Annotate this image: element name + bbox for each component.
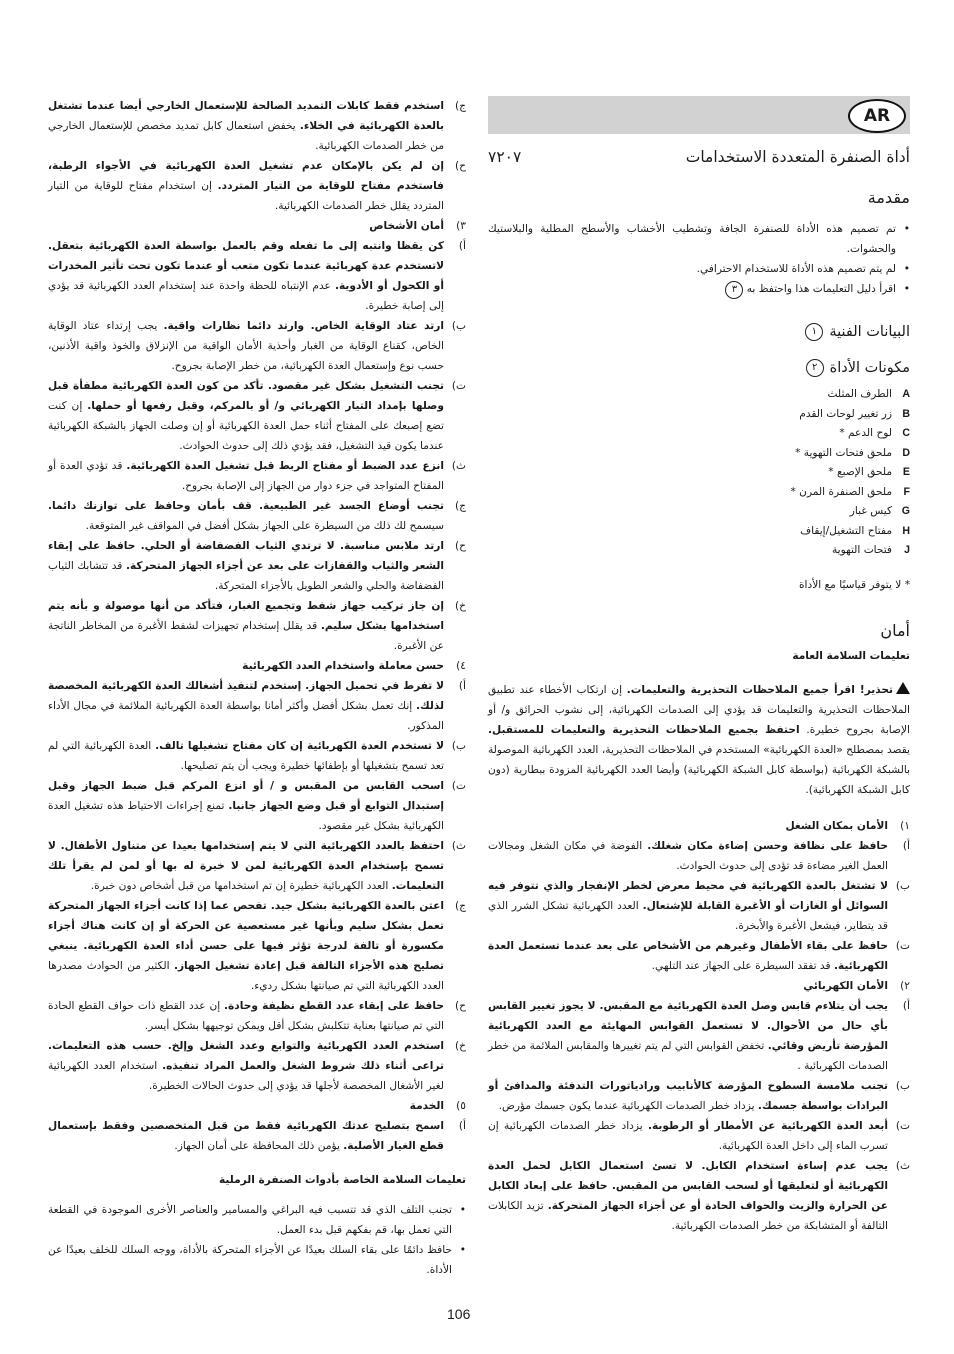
section-heading: ٢) الأمان الكهربائي bbox=[803, 979, 910, 992]
figure-ref: ١ bbox=[805, 323, 823, 341]
list-item: • اقرأ دليل التعليمات هذا واحتفظ به ٣ bbox=[488, 279, 896, 299]
footnote: * لا يتوفر قياسيًا مع الأداة bbox=[798, 578, 910, 591]
right-column bbox=[488, 96, 910, 1236]
list-item: ب) ارتد عتاد الوقاية الخاص. وارتد دائما نظارات واقية. يجب إرتداء عتاد الوقاية الخاص، كقناع الوقاية من الغبار وأحذية الأمان الواقية من الإنزلاق والخوذ واقية الأذنين، حسب نوع وإستعمال العدة الكهربائية، من خطر الإصابة بجروح. bbox=[48, 320, 466, 372]
list-item: ج) اعتن بالعدة الكهربائية بشكل جيد. تفحص عما إذا كانت أجزاء الجهاز المتحركة تعمل بشكل سليم وبأنها غير مستعصية عن الحركة أو إن كانت هناك أجزاء مكسورة أو تالفة لدرجة تؤثر فيها على حسن أداء العدة الكهربائية. ينبغي تصليح هذه الأجزاء التالفة قبل إعادة تشغيل الجهاز. الكثير من الحوادث مصدرها العدد الكهربائية التي تم صيانتها بشكل رديء. bbox=[48, 900, 466, 992]
section-heading: ٥) الخدمة bbox=[409, 1100, 466, 1112]
list-item: أ) يجب أن يتلاءم قابس وصل العدة الكهربائية مع المقبس. لا يجوز تغيير القابس بأي حال من الأحوال. لا تستعمل القوابس المهايئة مع العدد الكهربائية المؤرضة تأريض وقائي. تخفض القوابس التي لم يتم تغييرها والمقابس الملائمة من خطر الصدمات الكهربائية . bbox=[488, 999, 910, 1072]
list-item: Bزر تغيير لوحات القدم bbox=[799, 407, 910, 420]
components-heading: مكونات الأداة ٢ bbox=[488, 359, 910, 377]
list-item: أ) لا تفرط في تحميل الجهاز. إستخدم لتنفيذ أشغالك العدة الكهربائية المخصصة لذلك. إنك تعمل بشكل أفضل وأكثر أمانا بواسطة العدة الكهربائية الملائمة في مجال الأداء المذكور. bbox=[48, 680, 466, 732]
list-item: Jفتحات التهوية bbox=[831, 544, 910, 556]
sander-heading: تعليمات السلامة الخاصة بأدوات الصنفرة الرملية bbox=[219, 1174, 466, 1186]
section-heading: ٣) أمان الأشخاص bbox=[369, 220, 466, 232]
tech-heading: البيانات الفنية ١ bbox=[488, 323, 910, 341]
list-item: ث) انزع عدد الضبط أو مفتاح الربط قبل تشغيل العدة الكهربائية. قد تؤدي العدة أو المفتاح المتواجد في جزء دوار من الجهاز إلى الإصابة بجروح. bbox=[48, 460, 466, 492]
list-item: Gكيس غبار bbox=[849, 505, 910, 517]
list-item: أ) اسمح بتصليح عدتك الكهربائية فقط من قبل المتخصصين وفقط بإستعمال قطع الغيار الأصلية. يؤمن ذلك المحافظة على أمان الجهاز. bbox=[48, 1120, 466, 1152]
list-item: Aالطرف المثلث bbox=[827, 388, 910, 400]
list-item: ت) اسحب القابس من المقبس و / أو انزع المركم قبل ضبط الجهاز وقبل إستبدال التوابع أو قبل وضع الجهاز جانبا. تمنع إجراءات الاحتياط هذه تشغيل العدة الكهربائية بشكل غير مقصود. bbox=[48, 780, 466, 832]
section-heading: ٤) حسن معاملة واستخدام العدد الكهربائية bbox=[242, 660, 466, 672]
list-item: Hمفتاح التشغيل/إيقاف bbox=[800, 524, 910, 537]
intro-list bbox=[488, 219, 910, 299]
page-number: 106 bbox=[447, 1306, 471, 1322]
list-item: • تم تصميم هذه الأداة للصنفرة الجافة وتشطيب الأخشاب والأسطح المطلية والبلاستيك والحشوات. bbox=[488, 219, 896, 259]
intro-heading: مقدمة bbox=[867, 188, 910, 207]
list-item: Fملحق الصنفرة المرن * bbox=[790, 485, 910, 498]
section-heading: ١) الأمان بمكان الشغل bbox=[785, 819, 910, 832]
model-number: ٧٢٠٧ bbox=[488, 148, 522, 166]
parts-list bbox=[488, 385, 910, 561]
list-item: ب) تجنب ملامسة السطوح المؤرضة كالأنابيب ورادياتورات التدفئة والمدافئ أو البرادات بواسطة جسمك. يزداد خطر الصدمات الكهربائية عندما يكون جسمك مؤرض. bbox=[488, 1079, 910, 1112]
sander-list bbox=[48, 1200, 466, 1280]
list-item: ب) لا تستخدم العدة الكهربائية إن كان مفتاح تشغيلها تالف. العدة الكهربائية التي لم تعد تسمح بتشغيلها أو بإطفائها خطيرة ويجب أن يتم تصليحها. bbox=[48, 740, 466, 772]
list-item: ب) لا تشتغل بالعدة الكهربائية في محيط معرض لخطر الإنفجار والذي تتوفر فيه السوائل أو الغازات أو الأغبرة القابلة للإشتعال. العدد الكهربائية تشكل الشرر الذي قد يتطاير، فيشعل الأغبرة والأبخرة. bbox=[488, 879, 910, 932]
header-bar bbox=[488, 96, 910, 134]
list-item: أ) كن يقظا وانتبه إلى ما تفعله وقم بالعمل بواسطة العدة الكهربائية بتعقل. لاتستخدم عدة كهربائية عندما تكون متعب أو عندما تكون تحت تأثير المخدرات أو الكحول أو الأدوية. عدم الإنتباه للحظة واحدة عند إستخدام العدد الكهربائية قد يؤدي إلى إصابة خطيرة. bbox=[48, 240, 466, 312]
list-item: خ) إن جاز تركيب جهاز شفط وتجميع الغبار، فتأكد من أنها موصولة و بأنه يتم استخدامها بشكل سليم. قد يقلل إستخدام تجهيزات لشفط الأغبرة من المخاطر الناتجة عن الأغبرة. bbox=[48, 600, 466, 652]
list-item: ث) يجب عدم إساءة استخدام الكابل. لا تسئ استعمال الكابل لحمل العدة الكهربائية أو لتعليقها أو لسحب القابس من المقبس. حافظ على إبعاد الكابل عن الحرارة والزيت والحواف الحادة أو عن أجزاء الجهاز المتحركة. تزيد الكابلات التالفة أو المتشابكة من خطر الصدمات الكهربائية. bbox=[488, 1159, 910, 1232]
warning-paragraph: تحذير! اقرأ جميع الملاحظات التحذيرية والتعليمات. إن ارتكاب الأخطاء عند تطبيق الملاحظات التحذيرية والتعليمات قد يؤدي إلى الصدمات الكهربائية، إلى نشوب الحرائق و/ أو الإصابة بجروح خطيرة. احتفظ بجميع الملاحظات التحذيرية والتعليمات للمستقبل. يقصد بمصطلح «العدة الكهربائية» المستخدم في الملاحظات التحذيرية، العدد الكهربائية الموصولة بالشبكة الكهربائية (بواسطة كابل الشبكة الكهربائية) وأيضا العدد الكهربائية المزودة ببطارية (دون كابل الشبكة الكهربائية). bbox=[488, 683, 910, 796]
list-item: ح) ارتد ملابس مناسبة. لا ترتدي الثياب الفضفاضة أو الحلي. حافظ على إبقاء الشعر والثياب والقفازات على بعد عن أجزاء الجهاز المتحركة. قد تتشابك الثياب الفضفاضة والحلي والشعر الطويل بالأجزاء المتحركة. bbox=[48, 540, 466, 592]
list-item: ت) أبعد العدة الكهربائية عن الأمطار أو الرطوبة. يزداد خطر الصدمات الكهربائية إن تسرب الماء إلى داخل العدة الكهربائية. bbox=[488, 1119, 910, 1152]
warning-icon bbox=[896, 682, 910, 694]
list-item: Eملحق الإصبع * bbox=[828, 466, 910, 478]
list-item: Dملحق فتحات التهوية * bbox=[795, 446, 910, 459]
figure-ref: ٢ bbox=[806, 359, 824, 377]
language-badge: AR bbox=[848, 99, 906, 133]
list-item: أ) حافظ على نظافة وحسن إضاءة مكان شغلك. الفوضة في مكان الشغل ومجالات العمل الغير مضاءة قد تؤدى إلى حدوث الحوادث. bbox=[488, 839, 910, 872]
list-item: • تجنب التلف الذي قد تتسبب فيه البراغي والمسامير والعناصر الأخرى الموجودة في القطعة التي تعمل بها، قم بفكهم قبل بدء العمل. bbox=[48, 1200, 452, 1240]
list-item: • لم يتم تصميم هذه الأداة للاستخدام الاحترافي. bbox=[488, 259, 896, 279]
left-column bbox=[48, 96, 466, 1280]
list-item: ح) إن لم يكن بالإمكان عدم تشغيل العدة الكهربائية في الأجواء الرطبة، فاستخدم مفتاح للوقاية من التيار المتردد. إن استخدام مفتاح للوقاية من التيار المتردد يقلل خطر الصدمات الكهربائية. bbox=[48, 160, 466, 212]
list-item: ث) احتفظ بالعدد الكهربائية التي لا يتم إستخدامها بعيدا عن متناول الأطفال. لا تسمح بإستخدام العدة الكهربائية لمن لا خبرة له بها أو لمن لم يقرأ تلك التعليمات. العدد الكهربائية خطيرة إن تم استخدامها من قبل أشخاص دون خبرة. bbox=[48, 840, 466, 892]
list-item: ح) حافظ على إبقاء عدد القطع نظيفة وحادة. إن عدد القطع ذات حواف القطع الحادة التي تم صيانتها بعناية تتكلبش بشكل أقل ويمكن توجيهها بشكل أيسر. bbox=[48, 1000, 466, 1032]
figure-ref: ٣ bbox=[725, 281, 743, 299]
list-item: Cلوح الدعم * bbox=[839, 427, 910, 439]
tool-title: أداة الصنفرة المتعددة الاستخدامات bbox=[685, 148, 910, 166]
list-item: • حافظ دائمًا على بقاء السلك بعيدًا عن الأجزاء المتحركة بالأداة، ووجه السلك للخلف بعيدًا عن الأداة. bbox=[48, 1240, 452, 1280]
list-item: خ) استخدم العدد الكهربائية والتوابع وعدد الشغل وإلخ. حسب هذه التعليمات. تراعى أثناء ذلك شروط الشغل والعمل المراد تنفيذه. استخدام العدد الكهربائية لغير الأشغال المخصصة لأجلها قد يؤدي إلى حدوث الحالات الخطيرة. bbox=[48, 1040, 466, 1092]
list-item: ج) استخدم فقط كابلات التمديد الصالحة للإستعمال الخارجي أيضا عندما تشتغل بالعدة الكهربائية في الخلاء. يخفض استعمال كابل تمديد مخصص للإستعمال الخارجي من خطر الصدمات الكهربائية. bbox=[48, 100, 466, 152]
list-item: ت) تجنب التشغيل بشكل غير مقصود. تأكد من كون العدة الكهربائية مطفأة قبل وصلها بإمداد التيار الكهربائي و/ أو بالمركم، وقبل رفعها أو حملها. إن كنت تضع إصبعك على المفتاح أثناء حمل العدة الكهربائية أو إن وصلت الجهاز بالشبكة الكهربائية عندما يكون قيد التشغيل، فقد يؤدي ذلك إلى حدوث الحوادث. bbox=[48, 380, 466, 452]
safety-subheading: تعليمات السلامة العامة bbox=[792, 649, 910, 662]
safety-heading: أمان bbox=[880, 620, 910, 640]
list-item: ت) حافظ على بقاء الأطفال وغيرهم من الأشخاص على بعد عندما تستعمل العدة الكهربائية. قد تفقد السيطرة على الجهاز عند التلهي. bbox=[488, 939, 910, 972]
list-item: ج) تجنب أوضاع الجسد غير الطبيعية. قف بأمان وحافظ على توازنك دائما. سيسمح لك ذلك من السيطرة على الجهاز بشكل أفضل في المواقف غير المتوقعة. bbox=[48, 500, 466, 532]
